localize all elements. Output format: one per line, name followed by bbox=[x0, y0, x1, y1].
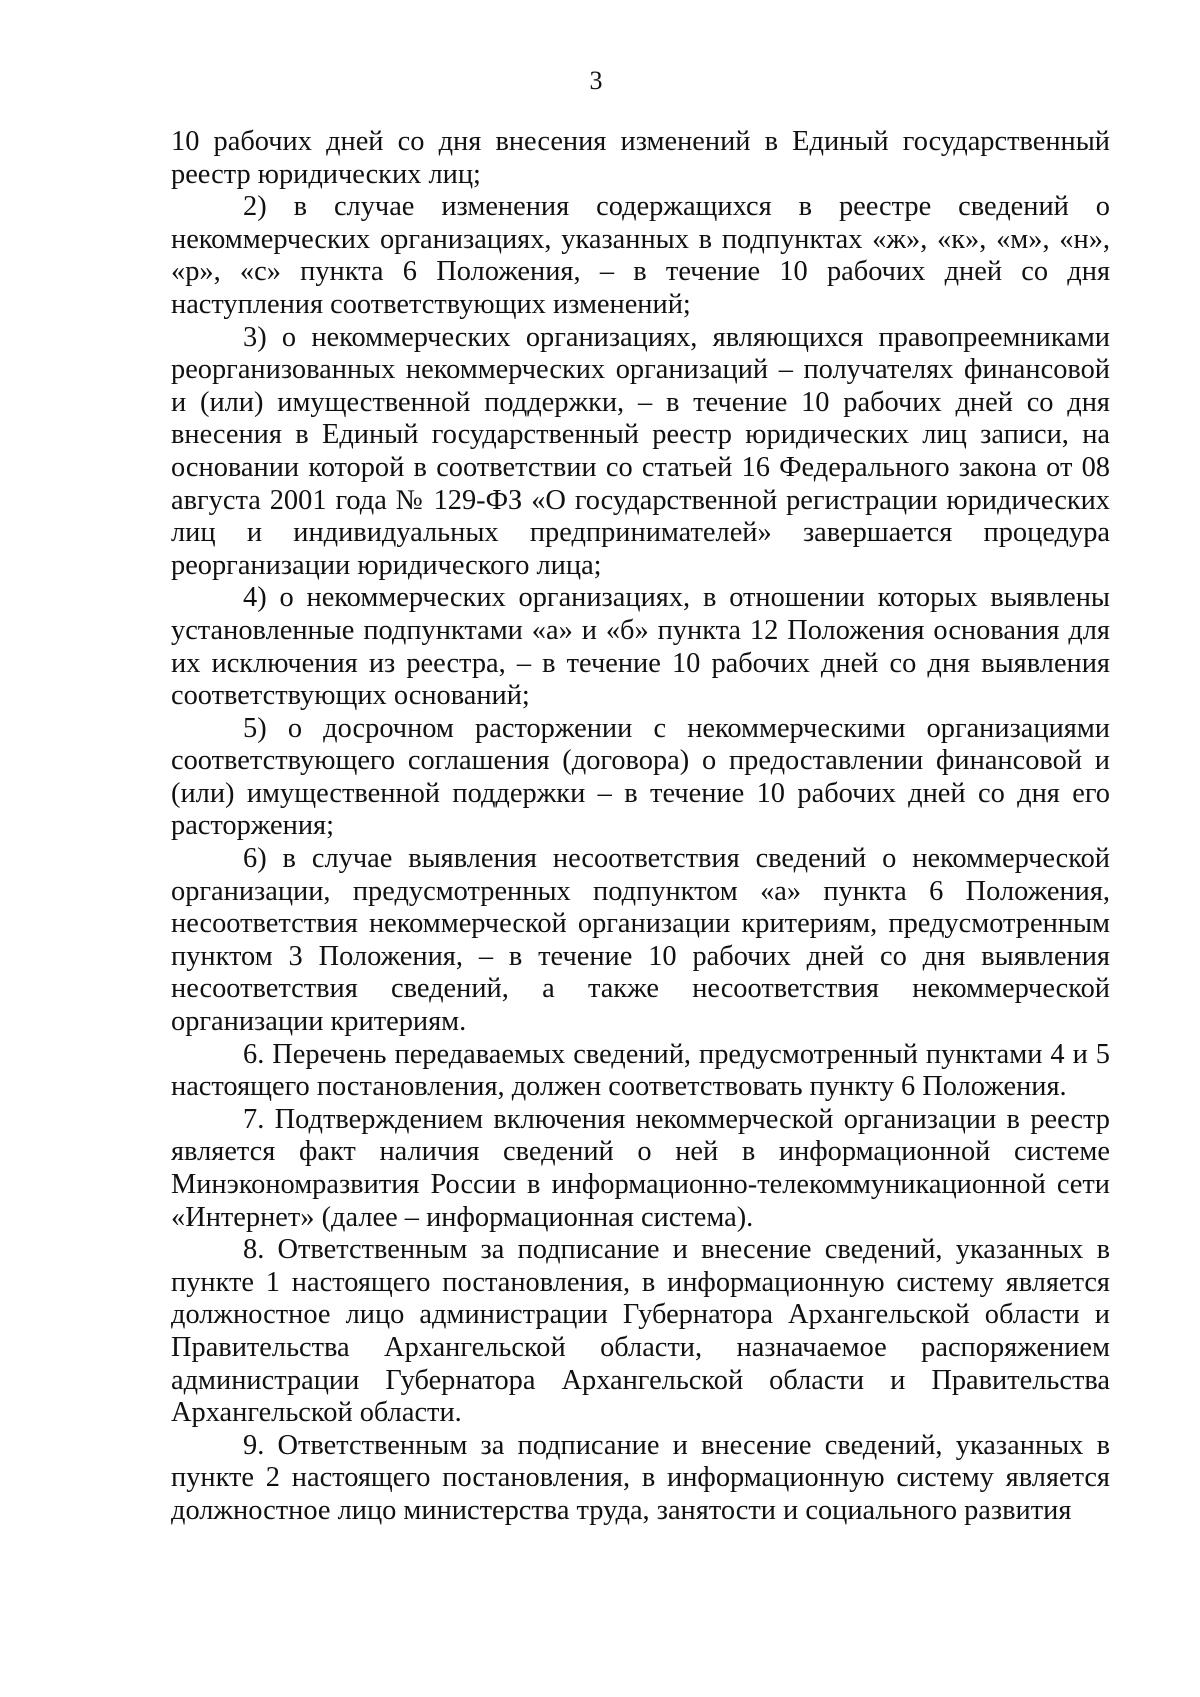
paragraph-point-7: 7. Подтверждением включения некоммерческой организации в реестр является факт наличия сведений о ней в информационной системе Минэкономразвития России в информационно-телекоммуникационной сети «Интернет» (далее – информационная система). bbox=[171, 1103, 1110, 1233]
paragraph-item-6: 6) в случае выявления несоответствия сведений о некоммерческой организации, предусмотренных подпунктом «а» пункта 6 Положения, несоответствия некоммерческой организации критериям, предусмотренным пунктом 3 Положения, – в течение 10 рабочих дней со дня выявления несоответствия сведений, а также несоответствия некоммерческой организации критериям. bbox=[171, 843, 1110, 1038]
paragraph-item-3: 3) о некоммерческих организациях, являющихся правопреемниками реорганизованных некоммерческих организаций – получателях финансовой и (или) имущественной поддержки, – в течение 10 рабочих дней со дня внесения в Единый государственный реестр юридических лиц записи, на основании которой в соответствии со статьей 16 Федерального закона от 08 августа 2001 года № 129-ФЗ «О государственной регистрации юридических лиц и индивидуальных предпринимателей» завершается процедура реорганизации юридического лица; bbox=[171, 321, 1110, 581]
paragraph-item-4: 4) о некоммерческих организациях, в отношении которых выявлены установленные подпунктами «а» и «б» пункта 12 Положения основания для их исключения из реестра, – в течение 10 рабочих дней со дня выявления соответствующих оснований; bbox=[171, 582, 1110, 712]
paragraph-point-6: 6. Перечень передаваемых сведений, предусмотренный пунктами 4 и 5 настоящего постановления, должен соответствовать пункту 6 Положения. bbox=[171, 1038, 1110, 1103]
paragraph-point-9: 9. Ответственным за подписание и внесение сведений, указанных в пункте 2 настоящего постановления, в информационную систему является должностное лицо министерства труда, занятости и социального развития bbox=[171, 1429, 1110, 1526]
paragraph-item-5: 5) о досрочном расторжении с некоммерческими организациями соответствующего соглашения (договора) о предоставлении финансовой и (или) имущественной поддержки – в течение 10 рабочих дней со дня его расторжения; bbox=[171, 712, 1110, 842]
paragraph-point-8: 8. Ответственным за подписание и внесение сведений, указанных в пункте 1 настоящего постановления, в информационную систему является должностное лицо администрации Губернатора Архангельской области и Правительства Архангельской области, назначаемое распоряжением администрации Губернатора Архангельской области и Правительства Архангельской области. bbox=[171, 1234, 1110, 1429]
paragraph-continuation: 10 рабочих дней со дня внесения изменений в Единый государственный реестр юридических лиц; bbox=[171, 126, 1110, 190]
document-body bbox=[171, 126, 1110, 1528]
page-number: 3 bbox=[589, 66, 603, 95]
paragraph-item-2: 2) в случае изменения содержащихся в реестре сведений о некоммерческих организациях, указанных в подпунктах «ж», «к», «м», «н», «р», «с» пункта 6 Положения, – в течение 10 рабочих дней со дня наступления соответствующих изменений; bbox=[171, 191, 1110, 320]
